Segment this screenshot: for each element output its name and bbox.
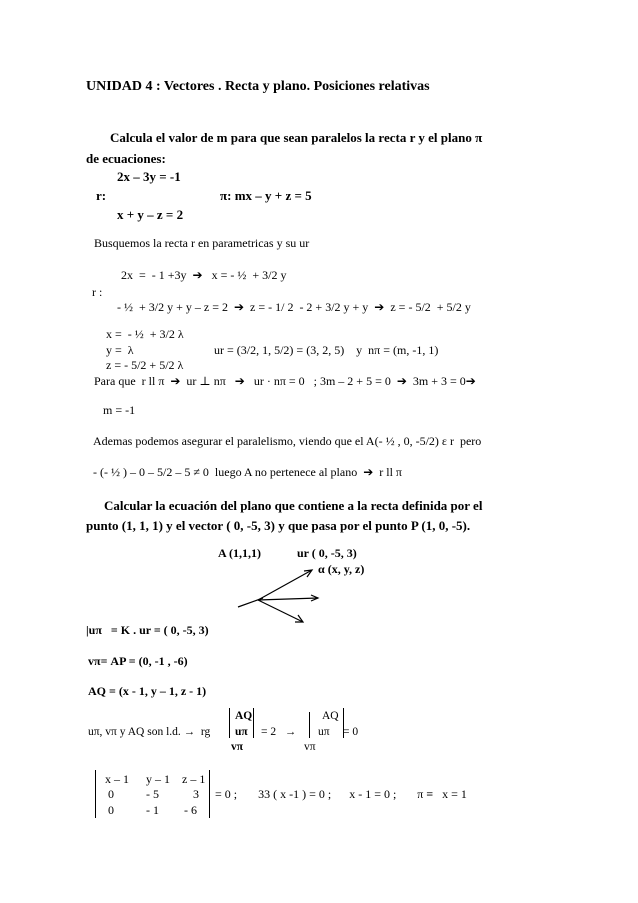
det-cell: - 5: [146, 787, 159, 801]
v-pi-definition: vπ= AP = (0, -1 , -6): [88, 654, 188, 668]
matrix2-row1: AQ: [322, 710, 339, 722]
det-cell: y – 1: [146, 772, 170, 786]
det-cell: z – 1: [182, 772, 206, 786]
alpha-plane-label: α (x, y, z): [318, 562, 365, 576]
diagram-arrow-up: [258, 570, 312, 600]
plane-equation: π: mx – y + z = 5: [220, 188, 312, 203]
rank-equation: = 2 →: [261, 726, 297, 738]
step-2: - ½ + 3/2 y + y – z = 2 ➔ z = - 1/ 2 - 2 + 3/2 y + y ➔ z = - 5/2 + 5/2 y: [117, 300, 471, 314]
det-cell: 0: [108, 787, 114, 801]
determinant-equals-zero: = 0: [343, 726, 359, 738]
ex1-statement-line2: de ecuaciones:: [86, 151, 166, 166]
det-cell: 0: [108, 803, 114, 817]
u-pi-definition: |uπ = K . ur = ( 0, -5, 3): [86, 623, 209, 637]
param-z: z = - 5/2 + 5/2 λ: [106, 358, 184, 372]
ex2-statement-line2: punto (1, 1, 1) y el vector ( 0, -5, 3) y que pasa por el punto P (1, 0, -5).: [86, 518, 471, 533]
direction-vectors: ur = (3/2, 1, 5/2) = (3, 2, 5) y nπ = (m, -1, 1): [214, 343, 439, 357]
det-cell: - 6: [184, 803, 197, 817]
linear-dependence-text: uπ, vπ y AQ son l.d. → rg: [88, 726, 211, 738]
r-label-2: r :: [92, 285, 103, 299]
det-left-bar: [95, 770, 96, 818]
determinant-result: = 0 ; 33 ( x -1 ) = 0 ; x - 1 = 0 ; π ≡ x = 1: [215, 787, 467, 801]
param-y: y = λ: [106, 343, 134, 357]
intro-text: Busquemos la recta r en parametricas y su ur: [94, 236, 310, 250]
point-A-label: A (1,1,1): [218, 546, 261, 560]
matrix2-row3: vπ: [304, 741, 316, 753]
det-cell: x – 1: [105, 772, 129, 786]
ex2-statement-line1: Calcular la ecuación del plano que contiene a la recta definida por el: [104, 498, 483, 513]
matrix1-right-bar: [253, 708, 254, 738]
diagram-arrow-right: [258, 598, 318, 600]
matrix2-row2: uπ: [318, 726, 330, 738]
page-title: UNIDAD 4 : Vectores . Recta y plano. Posiciones relativas: [86, 79, 430, 94]
r-label: r:: [96, 188, 107, 203]
parallel-condition: Para que r ll π ➔ ur ⊥ nπ ➔ ur · nπ = 0 ; 3m – 2 + 5 = 0 ➔ 3m + 3 = 0➔: [94, 374, 476, 388]
matrix1-row3: vπ: [231, 741, 244, 753]
det-cell: - 1: [146, 803, 159, 817]
matrix2-left-bar: [309, 712, 310, 738]
det-right-bar: [209, 770, 210, 818]
r-equation-1: 2x – 3y = -1: [117, 169, 181, 184]
matrix1-left-bar: [229, 708, 230, 738]
param-x: x = - ½ + 3/2 λ: [106, 327, 184, 341]
matrix1-row1: AQ: [235, 710, 253, 722]
vector-ur-label: ur ( 0, -5, 3): [297, 546, 357, 560]
result-m: m = -1: [103, 403, 136, 417]
check-line-2: - (- ½ ) – 0 – 5/2 – 5 ≠ 0 luego A no pertenece al plano ➔ r ll π: [93, 465, 402, 479]
check-line-1: Ademas podemos asegurar el paralelismo, viendo que el A(- ½ , 0, -5/2) ε r pero: [93, 434, 482, 448]
matrix1-row2: uπ: [235, 726, 248, 738]
ex1-statement-line1: Calcula el valor de m para que sean paralelos la recta r y el plano π: [110, 130, 483, 145]
r-equation-2: x + y – z = 2: [117, 207, 184, 222]
AQ-definition: AQ = (x - 1, y – 1, z - 1): [88, 684, 207, 698]
det-cell: 3: [193, 787, 199, 801]
diagram-arrow-down: [258, 600, 303, 622]
step-1: 2x = - 1 +3y ➔ x = - ½ + 3/2 y: [121, 268, 287, 282]
